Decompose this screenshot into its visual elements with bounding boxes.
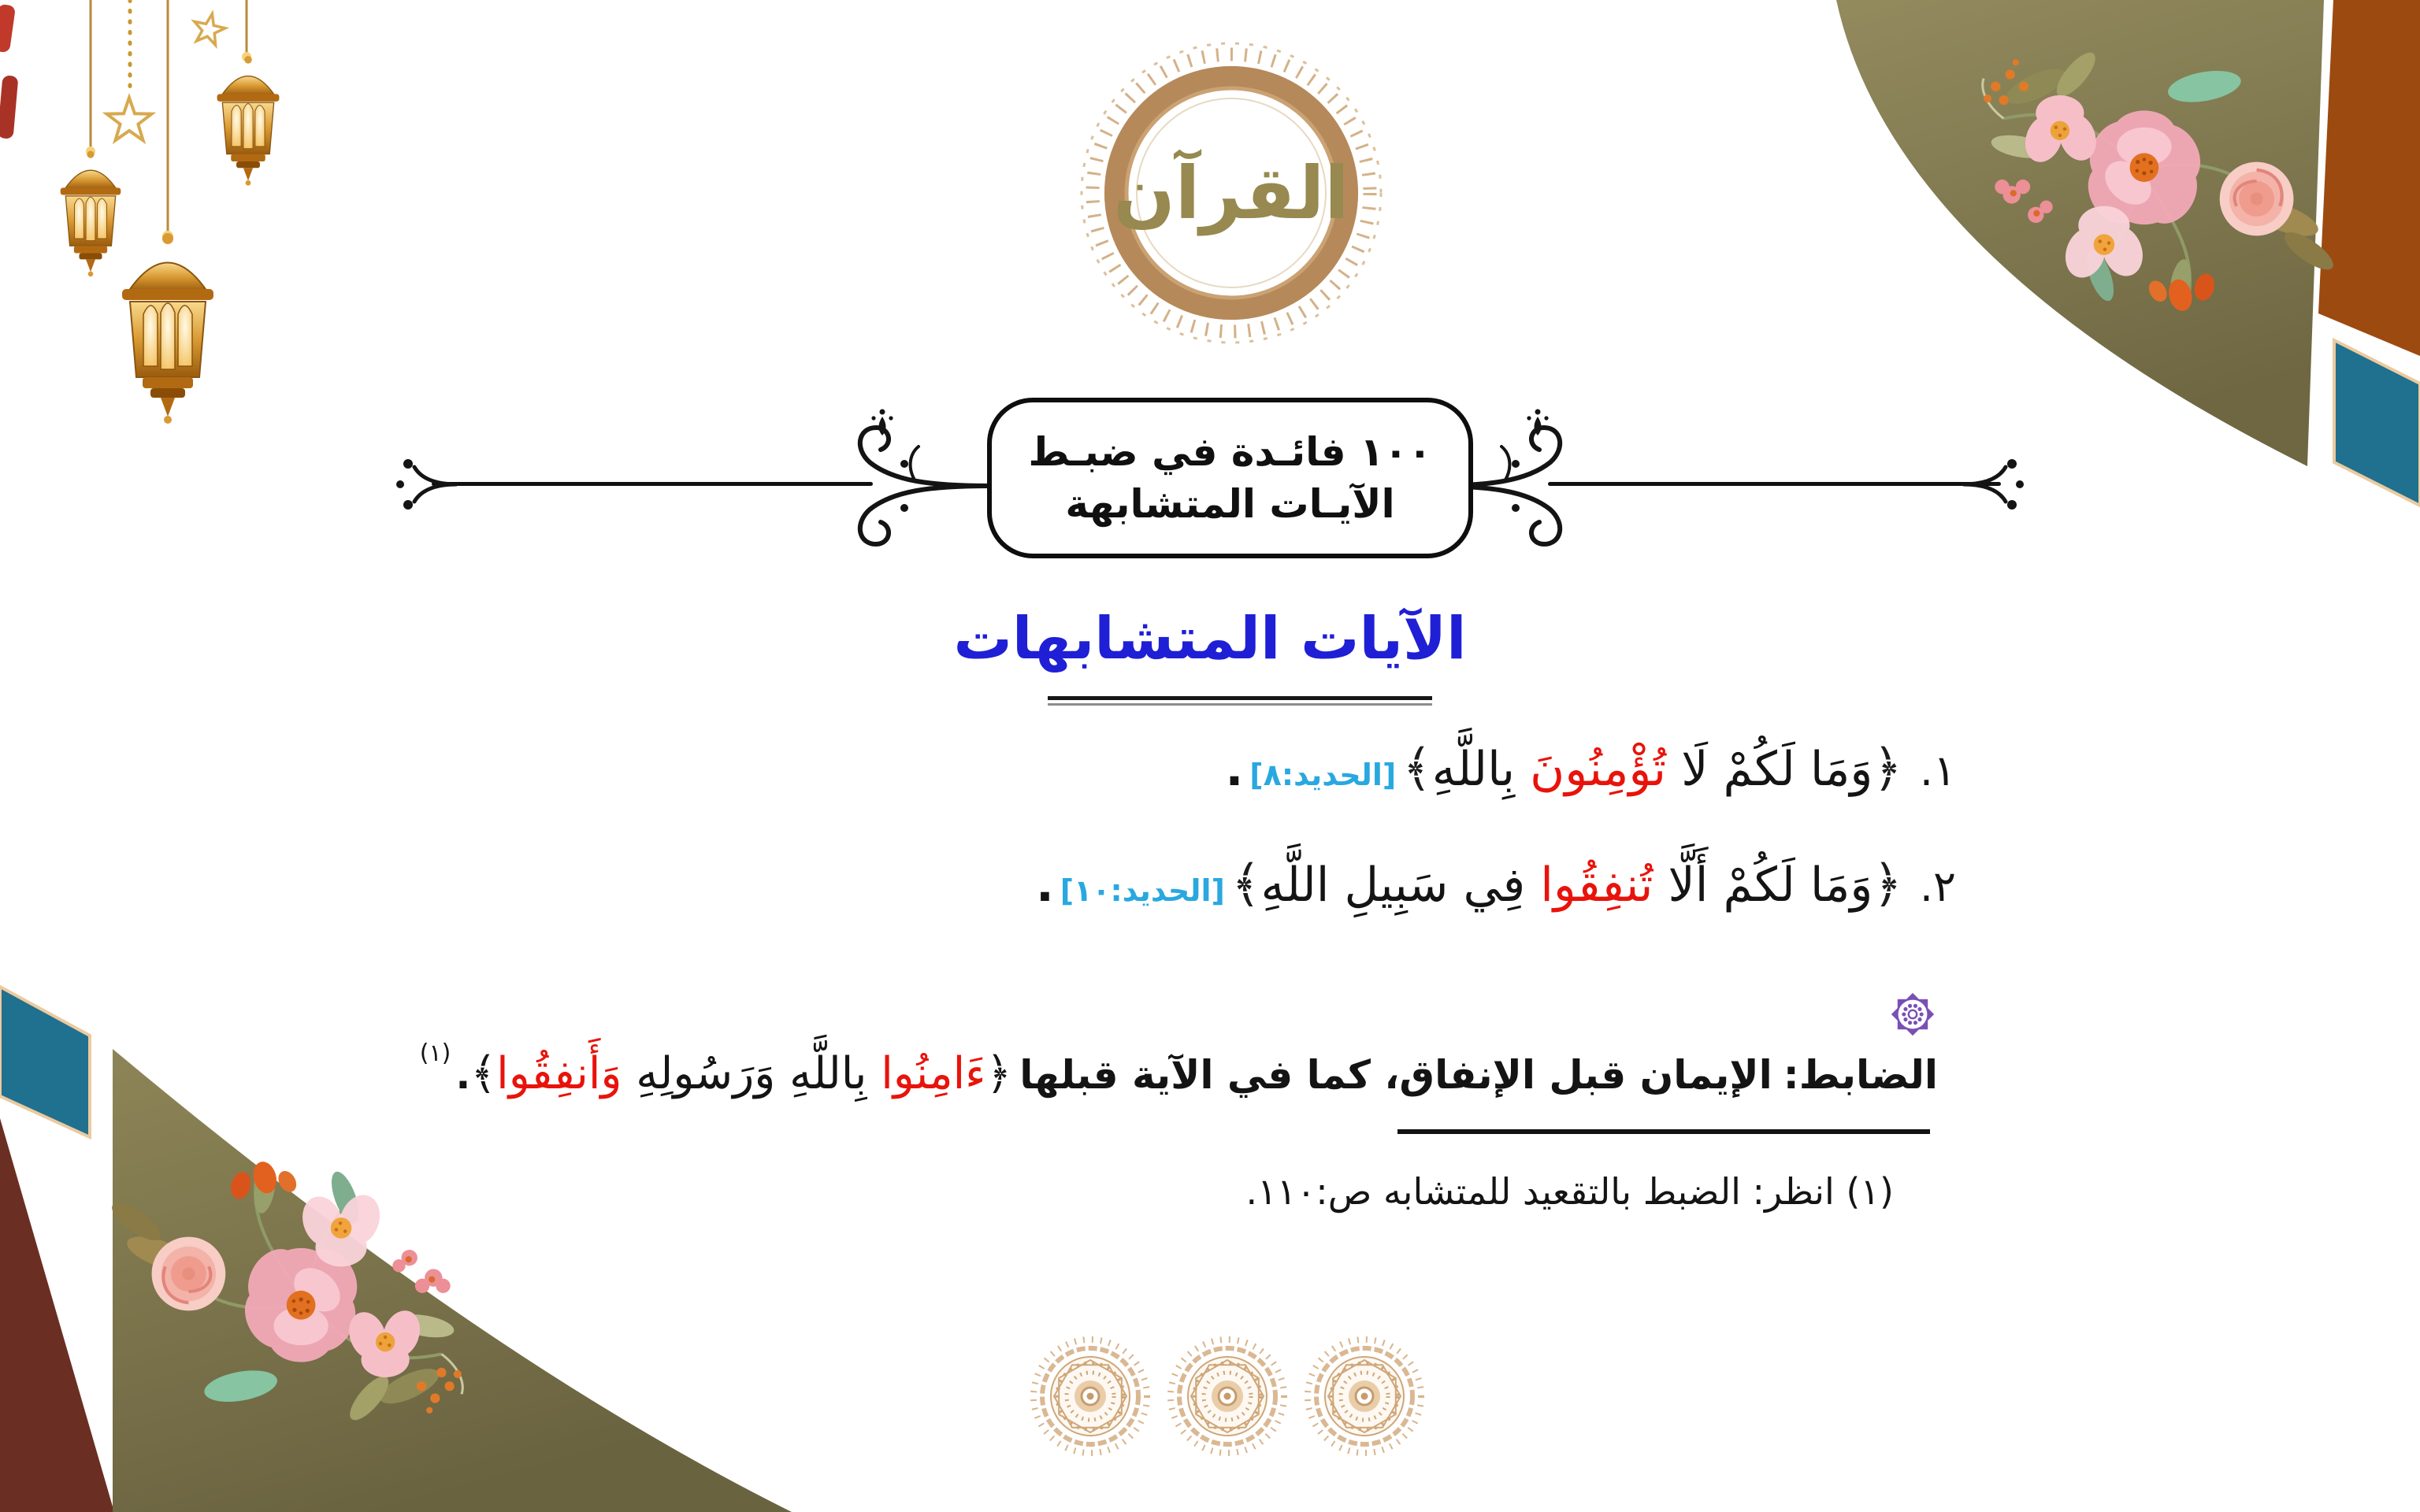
mandala-row (1029, 1336, 1427, 1456)
verse-number: ٢. (1919, 862, 1956, 911)
footnote-marker: (١) (419, 1040, 451, 1067)
rule-line (420, 989, 1938, 1099)
footnote-text: (١) انظر: الضبط بالتقعيد للمتشابه ص:١١٠. (1245, 1170, 1894, 1213)
divider-tip-icon (1963, 454, 2026, 517)
left-teal-parallelogram (0, 987, 90, 1137)
verse-text: وَمَا لَكُمْ لَا (1666, 742, 1873, 797)
divider-flourish-icon (837, 406, 990, 563)
verse-reference: [الحديد:١٠] (1060, 873, 1225, 908)
period: . (455, 1052, 471, 1098)
heading-underline-bottom (1048, 703, 1432, 706)
logo-calligraphy: القرآن (1113, 151, 1349, 235)
verse-text: فِي سَبِيلِ اللَّهِ (1260, 858, 1541, 913)
ornate-close-bracket: ﴾ (1402, 739, 1432, 798)
period: . (1225, 742, 1244, 797)
star-icon (191, 10, 228, 46)
divider-line-right (1548, 482, 2001, 486)
rule-label: الضابط: (1783, 1052, 1938, 1098)
verse-line-1 (1225, 739, 1956, 798)
banner-line-2: الآيـات المتشابهة (1065, 481, 1395, 527)
banner-line-1: ١٠٠ فائـدة في ضبـط (1028, 428, 1432, 475)
verse-text: بِاللَّهِ (1431, 742, 1531, 797)
title-banner (987, 398, 1473, 558)
ornate-open-bracket: ﴿ (1873, 739, 1902, 798)
heading-underline-top (1048, 696, 1432, 700)
verse-number: ١. (1919, 746, 1956, 795)
quote-red: ءَامِنُوا (881, 1048, 986, 1099)
hanging-lantern-icon (217, 56, 280, 186)
quran-medallion-icon (1074, 35, 1389, 350)
flower-bouquet-icon (1939, 9, 2357, 348)
quote-red: وَأَنفِقُوا (496, 1048, 622, 1099)
verse-highlight-red: تُنفِقُوا (1540, 858, 1654, 913)
ornate-close-bracket: ﴾ (1230, 855, 1261, 914)
ornate-close-bracket: ﴾ (470, 1048, 497, 1099)
rule-text: الإيمان قبل الإنفاق، كما في الآية قبلها (1019, 1052, 1772, 1098)
mandala-icon (1034, 1340, 1147, 1453)
purple-rosette-icon (1887, 989, 1938, 1040)
divider-tip-icon (394, 454, 457, 517)
hanging-lantern-icon (122, 233, 213, 424)
ornate-open-bracket: ﴿ (1873, 855, 1902, 914)
quote-black: بِاللَّهِ وَرَسُولِهِ (622, 1048, 882, 1099)
divider-line-left (432, 482, 873, 486)
hanging-lanterns (0, 0, 315, 441)
right-teal-parallelogram (2334, 340, 2420, 506)
star-icon (107, 98, 152, 140)
verse-highlight-red: تُؤْمِنُونَ (1530, 742, 1667, 797)
flower-bouquet-icon (88, 1125, 506, 1463)
verse-text: وَمَا لَكُمْ أَلَّا (1653, 858, 1873, 913)
verse-reference: [الحديد:٨] (1249, 758, 1397, 792)
mandala-icon (1171, 1340, 1284, 1453)
footnote-separator (1397, 1129, 1930, 1134)
hanging-lantern-icon (61, 150, 121, 276)
mandala-icon (1308, 1340, 1421, 1453)
ornate-open-bracket: ﴿ (985, 1048, 1012, 1099)
verse-line-2 (1036, 854, 1956, 914)
period: . (1035, 858, 1054, 913)
page-title: الآيات المتشابهات (953, 605, 1467, 673)
